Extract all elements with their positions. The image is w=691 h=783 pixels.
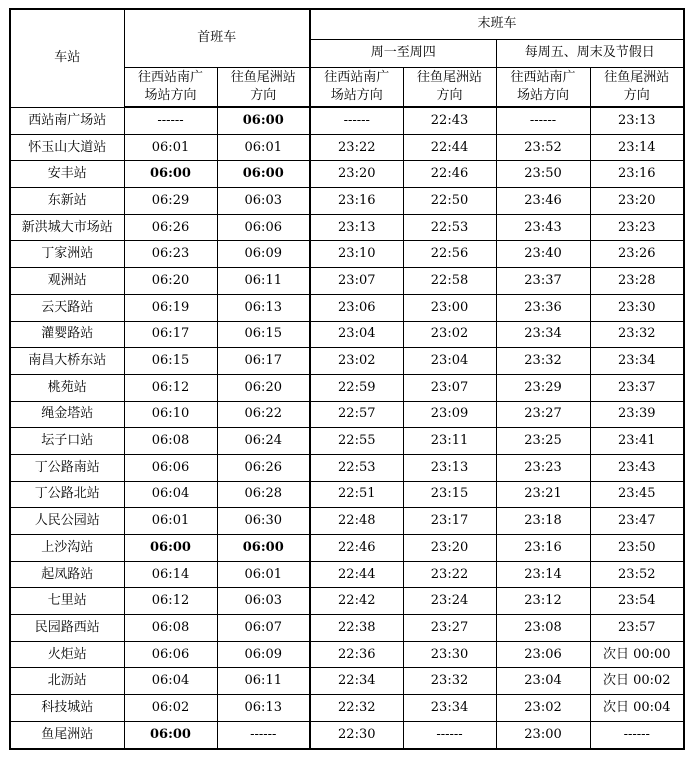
time-cell: ------ xyxy=(496,107,590,134)
time-cell: 06:00 xyxy=(124,161,217,188)
time-cell: 23:18 xyxy=(496,508,590,535)
header-last-weekend-dir-yuwei xyxy=(590,67,684,107)
table-row xyxy=(10,508,684,535)
time-cell: 06:10 xyxy=(124,401,217,428)
station-name: 科技城站 xyxy=(10,695,124,722)
time-cell: 23:41 xyxy=(590,428,684,455)
table-row xyxy=(10,454,684,481)
time-cell: 23:36 xyxy=(496,294,590,321)
time-cell: 22:30 xyxy=(310,721,403,748)
time-cell: 22:42 xyxy=(310,588,403,615)
time-cell: 23:04 xyxy=(403,348,496,375)
time-cell: 06:04 xyxy=(124,668,217,695)
time-cell: ------ xyxy=(124,107,217,134)
time-cell: 23:04 xyxy=(310,321,403,348)
time-cell: 22:58 xyxy=(403,268,496,295)
time-cell: 06:01 xyxy=(124,134,217,161)
header-first-train: 首班车 xyxy=(124,9,310,67)
table-row xyxy=(10,428,684,455)
time-cell: 06:15 xyxy=(217,321,310,348)
time-cell: 06:19 xyxy=(124,294,217,321)
time-cell: 23:14 xyxy=(590,134,684,161)
time-cell: 23:04 xyxy=(496,668,590,695)
station-name: 东新站 xyxy=(10,188,124,215)
time-cell: 06:13 xyxy=(217,695,310,722)
time-cell: 23:00 xyxy=(496,721,590,748)
time-cell: 22:36 xyxy=(310,641,403,668)
time-cell: 06:01 xyxy=(217,561,310,588)
time-cell: 22:59 xyxy=(310,374,403,401)
time-cell: 23:11 xyxy=(403,428,496,455)
time-cell: 22:43 xyxy=(403,107,496,134)
header-last-weekday-dir-xizhan xyxy=(310,67,403,107)
time-cell: 次日 00:00 xyxy=(590,641,684,668)
time-cell: 23:13 xyxy=(310,214,403,241)
dir-yuwei-line2: 方向 xyxy=(623,87,650,103)
dir-yuwei-line2: 方向 xyxy=(436,87,463,103)
time-cell: 06:12 xyxy=(124,588,217,615)
timetable xyxy=(9,8,685,750)
time-cell: 06:11 xyxy=(217,668,310,695)
time-cell: 06:06 xyxy=(124,641,217,668)
time-cell: 06:14 xyxy=(124,561,217,588)
time-cell: 06:04 xyxy=(124,481,217,508)
time-cell: 06:17 xyxy=(124,321,217,348)
time-cell: 06:00 xyxy=(217,535,310,562)
time-cell: 22:56 xyxy=(403,241,496,268)
station-name: 新洪城大市场站 xyxy=(10,214,124,241)
station-name: 怀玉山大道站 xyxy=(10,134,124,161)
time-cell: 23:14 xyxy=(496,561,590,588)
table-row xyxy=(10,615,684,642)
station-name: 人民公园站 xyxy=(10,508,124,535)
time-cell: 22:53 xyxy=(310,454,403,481)
time-cell: ------ xyxy=(310,107,403,134)
time-cell: 23:34 xyxy=(496,321,590,348)
station-name: 桃苑站 xyxy=(10,374,124,401)
time-cell: 23:27 xyxy=(496,401,590,428)
time-cell: 06:00 xyxy=(124,721,217,748)
timetable-header xyxy=(10,9,684,107)
table-row xyxy=(10,134,684,161)
time-cell: 23:32 xyxy=(590,321,684,348)
table-row xyxy=(10,721,684,748)
dir-yuwei-line1: 往鱼尾洲站 xyxy=(417,69,483,85)
header-last-train: 末班车 xyxy=(310,9,684,39)
table-row xyxy=(10,107,684,134)
time-cell: 23:34 xyxy=(590,348,684,375)
station-name: 南昌大桥东站 xyxy=(10,348,124,375)
table-row xyxy=(10,641,684,668)
time-cell: 23:22 xyxy=(403,561,496,588)
time-cell: 23:27 xyxy=(403,615,496,642)
table-row xyxy=(10,214,684,241)
time-cell: 23:00 xyxy=(403,294,496,321)
time-cell: 23:50 xyxy=(496,161,590,188)
time-cell: 06:09 xyxy=(217,641,310,668)
station-name: 云天路站 xyxy=(10,294,124,321)
time-cell: 22:53 xyxy=(403,214,496,241)
table-row xyxy=(10,241,684,268)
time-cell: 06:28 xyxy=(217,481,310,508)
time-cell: 06:02 xyxy=(124,695,217,722)
table-row xyxy=(10,268,684,295)
table-row xyxy=(10,535,684,562)
table-row xyxy=(10,161,684,188)
time-cell: 23:20 xyxy=(310,161,403,188)
time-cell: 06:20 xyxy=(217,374,310,401)
station-name: 鱼尾洲站 xyxy=(10,721,124,748)
station-name: 上沙沟站 xyxy=(10,535,124,562)
time-cell: 06:01 xyxy=(124,508,217,535)
time-cell: 23:13 xyxy=(403,454,496,481)
header-last-weekend-dir-xizhan xyxy=(496,67,590,107)
time-cell: 次日 00:02 xyxy=(590,668,684,695)
time-cell: 06:00 xyxy=(124,535,217,562)
time-cell: 23:06 xyxy=(496,641,590,668)
time-cell: 23:20 xyxy=(590,188,684,215)
dir-yuwei-line1: 往鱼尾洲站 xyxy=(604,69,670,85)
time-cell: 23:43 xyxy=(590,454,684,481)
time-cell: 23:29 xyxy=(496,374,590,401)
time-cell: 23:02 xyxy=(496,695,590,722)
station-name: 七里站 xyxy=(10,588,124,615)
time-cell: 22:34 xyxy=(310,668,403,695)
dir-xizhan-line1: 往西站南广 xyxy=(137,69,203,85)
time-cell: 22:50 xyxy=(403,188,496,215)
station-name: 安丰站 xyxy=(10,161,124,188)
time-cell: 23:28 xyxy=(590,268,684,295)
time-cell: 06:17 xyxy=(217,348,310,375)
time-cell: 22:48 xyxy=(310,508,403,535)
time-cell: 23:54 xyxy=(590,588,684,615)
time-cell: 06:03 xyxy=(217,188,310,215)
dir-xizhan-line2: 场站方向 xyxy=(517,87,570,103)
dir-yuwei-line2: 方向 xyxy=(250,87,277,103)
time-cell: 06:22 xyxy=(217,401,310,428)
time-cell: 06:13 xyxy=(217,294,310,321)
time-cell: 23:17 xyxy=(403,508,496,535)
time-cell: 23:13 xyxy=(590,107,684,134)
time-cell: 22:46 xyxy=(403,161,496,188)
table-row xyxy=(10,294,684,321)
time-cell: 23:23 xyxy=(496,454,590,481)
table-row xyxy=(10,374,684,401)
time-cell: 22:32 xyxy=(310,695,403,722)
station-name: 丁公路北站 xyxy=(10,481,124,508)
time-cell: 次日 00:04 xyxy=(590,695,684,722)
timetable-body xyxy=(10,107,684,749)
timetable-sheet xyxy=(9,8,683,750)
dir-xizhan-line1: 往西站南广 xyxy=(510,69,576,85)
dir-xizhan-line2: 场站方向 xyxy=(144,87,197,103)
time-cell: 23:02 xyxy=(310,348,403,375)
time-cell: 22:44 xyxy=(403,134,496,161)
time-cell: 06:24 xyxy=(217,428,310,455)
time-cell: 23:24 xyxy=(403,588,496,615)
time-cell: 06:06 xyxy=(124,454,217,481)
time-cell: 22:51 xyxy=(310,481,403,508)
time-cell: 06:12 xyxy=(124,374,217,401)
table-row xyxy=(10,321,684,348)
time-cell: 06:01 xyxy=(217,134,310,161)
time-cell: 23:09 xyxy=(403,401,496,428)
time-cell: 23:12 xyxy=(496,588,590,615)
time-cell: 23:37 xyxy=(496,268,590,295)
time-cell: 06:26 xyxy=(124,214,217,241)
station-name: 绳金塔站 xyxy=(10,401,124,428)
table-row xyxy=(10,481,684,508)
time-cell: ------ xyxy=(403,721,496,748)
time-cell: 23:30 xyxy=(403,641,496,668)
time-cell: 06:07 xyxy=(217,615,310,642)
table-row xyxy=(10,561,684,588)
header-first-dir-xizhan xyxy=(124,67,217,107)
time-cell: 23:37 xyxy=(590,374,684,401)
header-mon-thu: 周一至周四 xyxy=(310,39,496,67)
time-cell: 22:57 xyxy=(310,401,403,428)
time-cell: 23:45 xyxy=(590,481,684,508)
time-cell: 23:16 xyxy=(590,161,684,188)
time-cell: 23:32 xyxy=(403,668,496,695)
time-cell: 06:08 xyxy=(124,428,217,455)
time-cell: 23:06 xyxy=(310,294,403,321)
station-name: 民园路西站 xyxy=(10,615,124,642)
time-cell: 23:02 xyxy=(403,321,496,348)
time-cell: 23:10 xyxy=(310,241,403,268)
time-cell: 23:34 xyxy=(403,695,496,722)
time-cell: 23:07 xyxy=(403,374,496,401)
header-first-dir-yuwei xyxy=(217,67,310,107)
time-cell: 23:40 xyxy=(496,241,590,268)
station-name: 丁家洲站 xyxy=(10,241,124,268)
table-row xyxy=(10,401,684,428)
time-cell: 23:21 xyxy=(496,481,590,508)
time-cell: 23:57 xyxy=(590,615,684,642)
time-cell: ------ xyxy=(217,721,310,748)
time-cell: 06:15 xyxy=(124,348,217,375)
time-cell: 22:38 xyxy=(310,615,403,642)
time-cell: 06:00 xyxy=(217,107,310,134)
time-cell: 06:30 xyxy=(217,508,310,535)
time-cell: 23:25 xyxy=(496,428,590,455)
time-cell: 06:00 xyxy=(217,161,310,188)
time-cell: 23:43 xyxy=(496,214,590,241)
station-name: 丁公路南站 xyxy=(10,454,124,481)
station-name: 火炬站 xyxy=(10,641,124,668)
time-cell: 06:03 xyxy=(217,588,310,615)
time-cell: 23:16 xyxy=(310,188,403,215)
station-name: 西站南广场站 xyxy=(10,107,124,134)
time-cell: 23:08 xyxy=(496,615,590,642)
station-name: 北沥站 xyxy=(10,668,124,695)
time-cell: 23:07 xyxy=(310,268,403,295)
dir-xizhan-line1: 往西站南广 xyxy=(324,69,390,85)
time-cell: 06:20 xyxy=(124,268,217,295)
time-cell: 22:55 xyxy=(310,428,403,455)
station-name: 灌婴路站 xyxy=(10,321,124,348)
dir-yuwei-line1: 往鱼尾洲站 xyxy=(230,69,296,85)
table-row xyxy=(10,188,684,215)
time-cell: 06:09 xyxy=(217,241,310,268)
time-cell: 23:50 xyxy=(590,535,684,562)
time-cell: 23:26 xyxy=(590,241,684,268)
dir-xizhan-line2: 场站方向 xyxy=(330,87,383,103)
time-cell: 06:29 xyxy=(124,188,217,215)
time-cell: 06:26 xyxy=(217,454,310,481)
station-name: 观洲站 xyxy=(10,268,124,295)
time-cell: 23:15 xyxy=(403,481,496,508)
table-row xyxy=(10,348,684,375)
time-cell: 06:06 xyxy=(217,214,310,241)
time-cell: ------ xyxy=(590,721,684,748)
header-last-weekday-dir-yuwei xyxy=(403,67,496,107)
time-cell: 06:08 xyxy=(124,615,217,642)
time-cell: 23:52 xyxy=(590,561,684,588)
time-cell: 23:39 xyxy=(590,401,684,428)
time-cell: 22:44 xyxy=(310,561,403,588)
time-cell: 23:32 xyxy=(496,348,590,375)
station-name: 起凤路站 xyxy=(10,561,124,588)
time-cell: 23:20 xyxy=(403,535,496,562)
time-cell: 23:23 xyxy=(590,214,684,241)
time-cell: 22:46 xyxy=(310,535,403,562)
station-name: 坛子口站 xyxy=(10,428,124,455)
time-cell: 23:52 xyxy=(496,134,590,161)
header-station: 车站 xyxy=(10,9,124,107)
time-cell: 23:16 xyxy=(496,535,590,562)
time-cell: 23:47 xyxy=(590,508,684,535)
time-cell: 23:30 xyxy=(590,294,684,321)
table-row xyxy=(10,668,684,695)
time-cell: 23:46 xyxy=(496,188,590,215)
header-fri-weekend-holiday: 每周五、周末及节假日 xyxy=(496,39,684,67)
time-cell: 23:22 xyxy=(310,134,403,161)
table-row xyxy=(10,588,684,615)
table-row xyxy=(10,695,684,722)
time-cell: 06:11 xyxy=(217,268,310,295)
time-cell: 06:23 xyxy=(124,241,217,268)
